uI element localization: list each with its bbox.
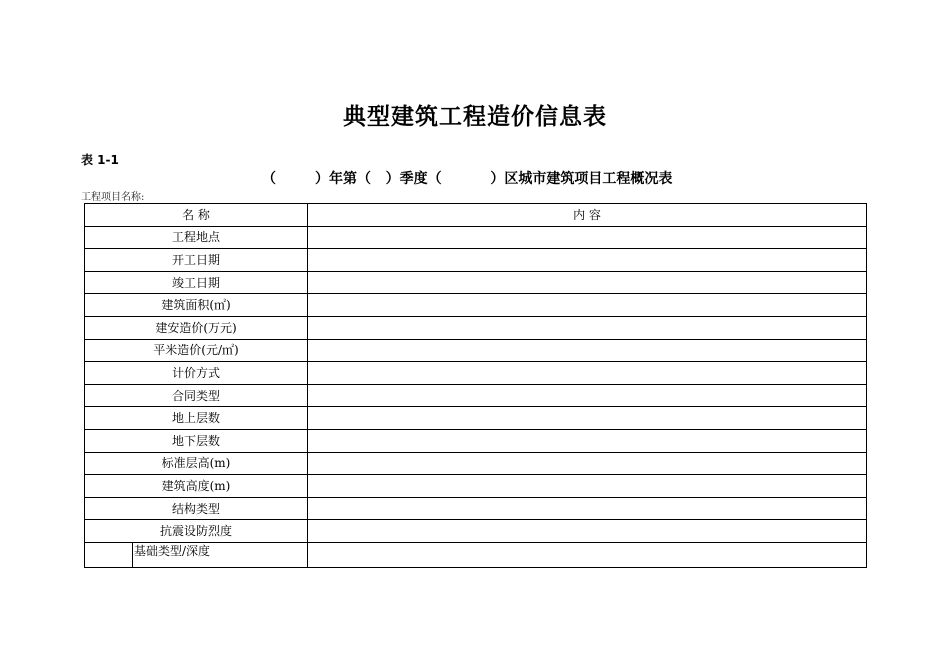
table-row — [85, 542, 867, 567]
row-value-cell[interactable] — [308, 271, 867, 294]
document-title: 典型建筑工程造价信息表 — [343, 104, 607, 130]
row-value-cell[interactable] — [308, 452, 867, 475]
row-value-cell[interactable] — [308, 294, 867, 317]
table-row — [85, 316, 867, 339]
row-label: 地下层数 — [85, 429, 308, 452]
table-row — [85, 520, 867, 543]
table-row — [85, 429, 867, 452]
table-row — [85, 362, 867, 385]
row-label: 地上层数 — [85, 407, 308, 430]
row-label: 工程地点 — [85, 226, 308, 249]
row-value-cell[interactable] — [308, 316, 867, 339]
row-label: 标准层高(m) — [85, 452, 308, 475]
row-value-cell[interactable] — [308, 520, 867, 543]
row-value-cell[interactable] — [308, 429, 867, 452]
header-name: 名 称 — [85, 204, 308, 227]
row-value-cell[interactable] — [308, 407, 867, 430]
table-row — [85, 339, 867, 362]
cell-divider — [132, 542, 133, 568]
table-row — [85, 384, 867, 407]
table-row — [85, 249, 867, 272]
project-name-label: 工程项目名称: — [81, 192, 145, 203]
table-header-row — [85, 204, 867, 227]
project-overview-table — [84, 203, 867, 568]
row-label: 结构类型 — [85, 497, 308, 520]
row-label-cell — [85, 542, 308, 567]
table-subtitle: （ ）年第（ ）季度（ ）区城市建筑项目工程概况表 — [262, 171, 673, 187]
row-value-cell[interactable] — [308, 226, 867, 249]
table-number: 表 1-1 — [81, 153, 119, 167]
row-value-cell[interactable] — [308, 542, 867, 567]
row-value-cell[interactable] — [308, 249, 867, 272]
table-row — [85, 452, 867, 475]
header-content: 内 容 — [308, 204, 867, 227]
table-row — [85, 226, 867, 249]
row-label-wrapper — [85, 543, 307, 567]
row-value-cell[interactable] — [308, 384, 867, 407]
row-label: 基础类型/深度 — [134, 543, 211, 558]
table-row — [85, 407, 867, 430]
row-value-cell[interactable] — [308, 362, 867, 385]
row-label: 平米造价(元/㎡) — [85, 339, 308, 362]
row-label: 开工日期 — [85, 249, 308, 272]
row-label: 计价方式 — [85, 362, 308, 385]
row-label: 建筑高度(m) — [85, 475, 308, 498]
row-value-cell[interactable] — [308, 339, 867, 362]
row-label: 合同类型 — [85, 384, 308, 407]
row-label: 抗震设防烈度 — [85, 520, 308, 543]
row-value-cell[interactable] — [308, 497, 867, 520]
row-value-cell[interactable] — [308, 475, 867, 498]
table-row — [85, 475, 867, 498]
row-label: 建安造价(万元) — [85, 316, 308, 339]
table-row — [85, 294, 867, 317]
table-row — [85, 271, 867, 294]
row-label: 竣工日期 — [85, 271, 308, 294]
table-row — [85, 497, 867, 520]
row-label: 建筑面积(㎡) — [85, 294, 308, 317]
